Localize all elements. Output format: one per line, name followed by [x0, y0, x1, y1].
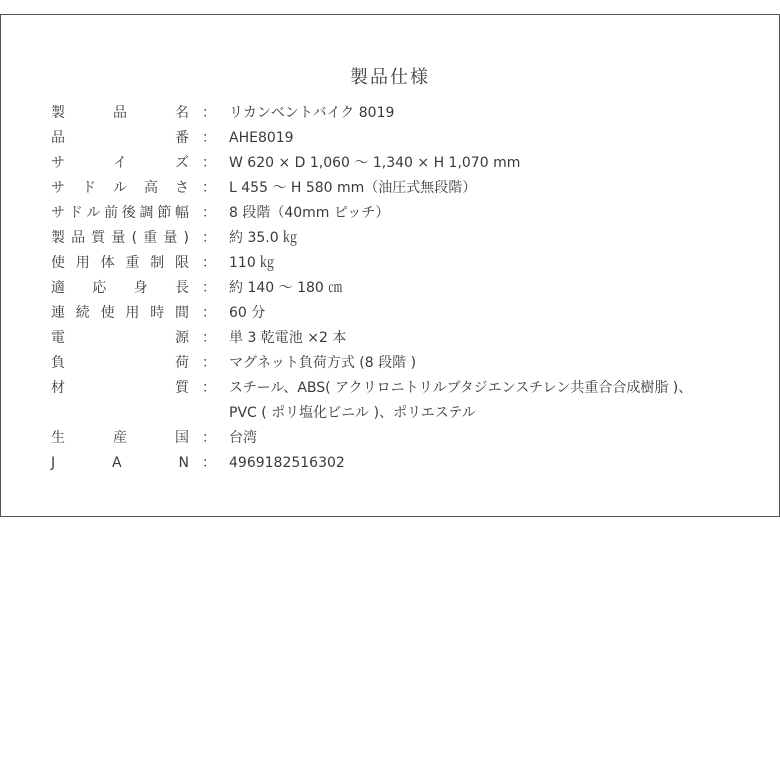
spec-colon: ：	[202, 255, 216, 271]
spec-label-char: さ	[175, 180, 189, 196]
spec-row	[51, 101, 751, 126]
spec-frame	[0, 14, 780, 517]
spec-label	[51, 426, 189, 451]
spec-value-line: 約 140 ～ 180 ㎝	[229, 280, 343, 296]
spec-label	[51, 301, 189, 326]
spec-row	[51, 226, 751, 251]
spec-value-line: AHE8019	[229, 130, 294, 146]
spec-label-char: 続	[75, 305, 90, 321]
spec-label-char: 制	[150, 255, 165, 271]
spec-colon: ：	[202, 430, 216, 446]
spec-label-char: 生	[51, 430, 65, 446]
spec-label-char: 身	[133, 280, 148, 296]
spec-value	[229, 226, 751, 251]
spec-value-line: 8 段階（40mm ピッチ）	[229, 205, 390, 221]
spec-colon: ：	[202, 230, 216, 246]
spec-colon: ：	[202, 355, 216, 371]
spec-label-char: 適	[51, 280, 65, 296]
spec-label-char: 重	[143, 230, 158, 246]
spec-label-char: 応	[92, 280, 107, 296]
spec-value	[229, 351, 751, 376]
spec-title: 製品仕様	[350, 67, 430, 88]
spec-colon: ：	[202, 180, 216, 196]
spec-colon: ：	[202, 130, 216, 146]
spec-label-char: 量	[163, 230, 178, 246]
spec-label-char: 幅	[174, 205, 189, 221]
spec-value	[229, 451, 751, 476]
spec-label-char: サ	[51, 205, 65, 221]
spec-value	[229, 426, 751, 451]
spec-label-char: ズ	[175, 155, 189, 171]
spec-label-char: 製	[51, 230, 65, 246]
spec-label-char: 荷	[175, 355, 189, 371]
spec-label-char: 製	[51, 105, 65, 121]
spec-value	[229, 276, 751, 301]
spec-row	[51, 251, 751, 276]
spec-label-char: ル	[113, 180, 127, 196]
spec-label	[51, 451, 189, 476]
spec-label-char: 産	[113, 430, 127, 446]
spec-value	[229, 101, 751, 126]
spec-colon: ：	[202, 205, 216, 221]
spec-table	[51, 101, 751, 476]
spec-label-char: 品	[51, 130, 65, 146]
spec-label-char: ド	[68, 205, 83, 221]
spec-label-char: 調	[139, 205, 154, 221]
spec-value-line: スチール、ABS( アクリロニトリルブタジエンスチレン共重合合成樹脂 )、	[229, 380, 693, 396]
spec-label-char: 量	[111, 230, 126, 246]
spec-label-char: 重	[125, 255, 140, 271]
spec-label-char: イ	[113, 155, 127, 171]
spec-value-line: W 620 × D 1,060 ～ 1,340 × H 1,070 mm	[229, 155, 521, 171]
spec-colon: ：	[202, 330, 216, 346]
spec-label-char: 用	[125, 305, 140, 321]
spec-label	[51, 151, 189, 176]
spec-colon: ：	[202, 280, 216, 296]
spec-label-char: 番	[175, 130, 189, 146]
spec-colon: ：	[202, 380, 216, 396]
spec-value-line: 4969182516302	[229, 455, 345, 471]
spec-colon: ：	[202, 155, 216, 171]
spec-value-line: 60 分	[229, 305, 266, 321]
spec-row	[51, 451, 751, 476]
spec-label-char: 品	[113, 105, 127, 121]
spec-row	[51, 376, 751, 426]
spec-label-char: 質	[175, 380, 189, 396]
spec-row	[51, 126, 751, 151]
spec-value	[229, 326, 751, 351]
spec-label-char: サ	[51, 180, 65, 196]
spec-label-char: N	[178, 455, 189, 471]
spec-label-char: )	[183, 230, 189, 246]
spec-value-line: 約 35.0 ㎏	[229, 230, 298, 246]
spec-value	[229, 126, 751, 151]
spec-row	[51, 351, 751, 376]
spec-value-line: 110 ㎏	[229, 255, 275, 271]
spec-label	[51, 126, 189, 151]
spec-label-char: J	[51, 455, 56, 471]
spec-value	[229, 251, 751, 276]
spec-label-char: 使	[51, 255, 65, 271]
spec-label-char: 電	[51, 330, 65, 346]
spec-value-line: PVC ( ポリ塩化ビニル )、ポリエステル	[229, 405, 476, 421]
spec-label-char: 源	[175, 330, 189, 346]
spec-value	[229, 376, 751, 426]
spec-label-char: 高	[144, 180, 158, 196]
spec-value-line: 台湾	[229, 430, 257, 446]
spec-label-char: 用	[75, 255, 90, 271]
spec-value-line: 単 3 乾電池 ×2 本	[229, 330, 347, 346]
spec-label-char: 長	[174, 280, 189, 296]
spec-label-char: 材	[51, 380, 65, 396]
spec-row	[51, 326, 751, 351]
spec-label	[51, 101, 189, 126]
spec-label	[51, 251, 189, 276]
spec-colon: ：	[202, 305, 216, 321]
spec-label-char: ド	[82, 180, 96, 196]
spec-label	[51, 326, 189, 351]
spec-label-char: 使	[100, 305, 115, 321]
spec-colon: ：	[202, 105, 216, 121]
spec-label-char: 国	[175, 430, 189, 446]
spec-label-char: 限	[174, 255, 189, 271]
spec-label	[51, 176, 189, 201]
spec-value	[229, 176, 751, 201]
spec-label	[51, 201, 189, 226]
spec-label-char: 名	[175, 105, 189, 121]
spec-label-char: 質	[91, 230, 106, 246]
spec-label-char: 節	[157, 205, 172, 221]
spec-label-char: (	[131, 230, 138, 246]
spec-label-char: ル	[86, 205, 101, 221]
spec-row	[51, 176, 751, 201]
spec-label-char: 連	[51, 305, 65, 321]
spec-label	[51, 376, 189, 401]
spec-value-line: リカンベントバイク 8019	[229, 105, 395, 121]
spec-row	[51, 301, 751, 326]
spec-row	[51, 151, 751, 176]
spec-row	[51, 201, 751, 226]
spec-colon: ：	[202, 455, 216, 471]
spec-label-char: 負	[51, 355, 65, 371]
spec-label	[51, 351, 189, 376]
spec-label-char: 後	[121, 205, 136, 221]
spec-row	[51, 426, 751, 451]
spec-value	[229, 201, 751, 226]
spec-value	[229, 151, 751, 176]
spec-label-char: 体	[100, 255, 115, 271]
spec-label	[51, 276, 189, 301]
spec-label-char: A	[112, 455, 122, 471]
spec-value-line: マグネット負荷方式 (8 段階 )	[229, 355, 417, 371]
spec-label-char: 前	[104, 205, 119, 221]
spec-row	[51, 276, 751, 301]
spec-label-char: サ	[51, 155, 65, 171]
spec-label-char: 品	[71, 230, 86, 246]
spec-label-char: 間	[174, 305, 189, 321]
spec-value-line: L 455 ～ H 580 mm（油圧式無段階）	[229, 180, 477, 196]
spec-label	[51, 226, 189, 251]
spec-label-char: 時	[150, 305, 165, 321]
spec-value	[229, 301, 751, 326]
